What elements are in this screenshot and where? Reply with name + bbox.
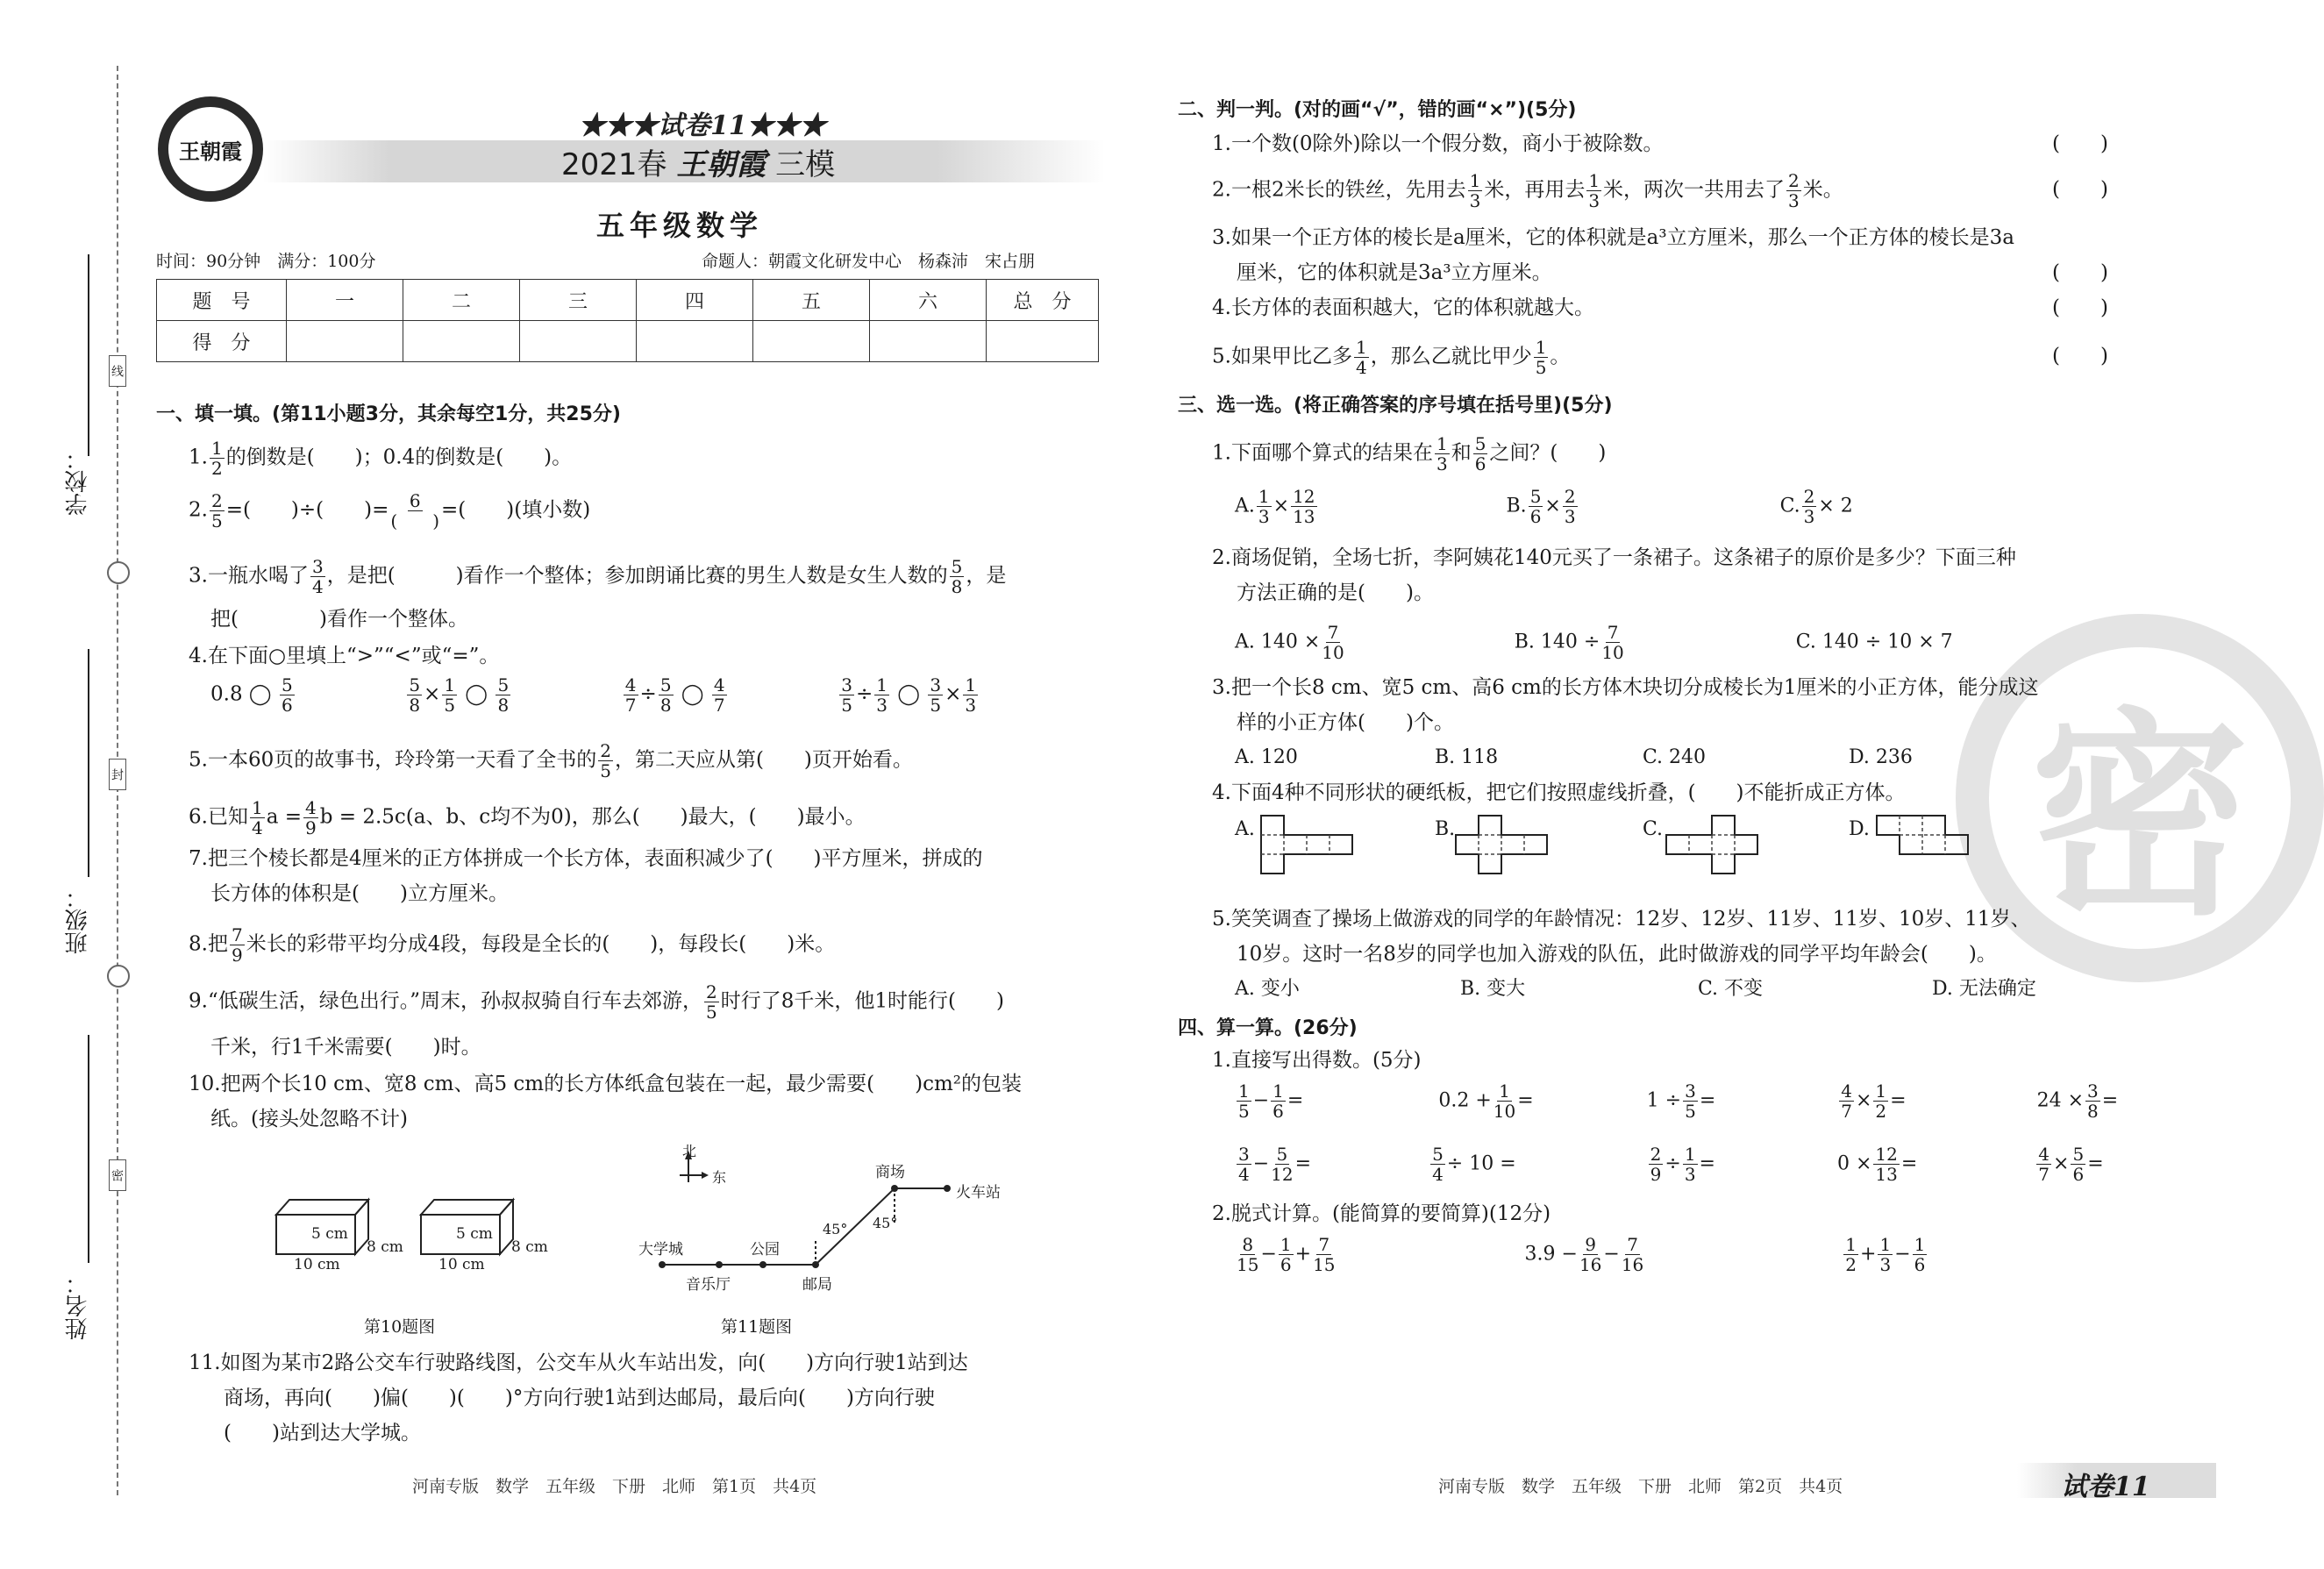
s2-answer-4[interactable]: ( )	[2052, 296, 2108, 319]
s3-q2: 2.商场促销，全场七折，李阿姨花140元买了一条裙子。这条裙子的原价是多少？下面三种	[1212, 546, 2016, 569]
s3-q2-options: A. 140 × $\frac{7}{10}$ B. 140 ÷ $\frac{7}{10}$ C. 140 ÷ 10 × 7	[1235, 622, 1953, 663]
s1-q9: 9.“低碳生活，绿色出行。”周末，孙叔叔骑自行车去郊游， $\frac{2}{5}$ 时行了8千米，他1时能行( )	[189, 981, 1004, 1023]
s3-q3-opt-b: B. 118	[1435, 746, 1499, 768]
section3-title: 三、选一选。(将正确答案的序号填在括号里)(5分)	[1178, 395, 1613, 417]
s1-q4-items: 0.8 ◯ $\frac{5}{6}$ $\frac{5}{8}$ × $\frac{1}{5}$ ◯ $\frac{5}{8}$ $\frac{4}{7}$ ÷ $\frac{5}{8}$ ◯ $\frac{4}{7}$ $\frac{3}{5}$ ÷ $\frac{1}{3}$ ◯ $\frac{3}{5}$ × $\frac{1}{3}$	[210, 674, 977, 716]
class-line	[88, 649, 89, 877]
net-a	[1261, 816, 1375, 875]
s3-q5-opt-b: B. 变大	[1460, 978, 1526, 1000]
section4-title: 四、算一算。(26分)	[1178, 1017, 1358, 1039]
fig10-l2: 10 cm	[438, 1256, 485, 1273]
s1-q11: 11.如图为某市2路公交车行驶路线图，公交车从火车站出发，向( )方向行驶1站到达	[189, 1351, 968, 1374]
exam-title: 2021春 王朝霞 三模	[561, 147, 836, 182]
fig10-w2: 8 cm	[511, 1238, 548, 1256]
fig10-h2: 5 cm	[456, 1225, 493, 1243]
s1-q11-cont2: ( )站到达大学城。	[224, 1422, 421, 1444]
score-table: 题 号 一 二 三 四 五 六 总 分 得 分	[156, 279, 1099, 362]
s3-q4-label-d: D.	[1849, 818, 1870, 840]
fig11-univ: 大学城	[638, 1241, 683, 1259]
exam-badge: ★★★试卷11★★★	[579, 111, 826, 141]
fig10-w1: 8 cm	[367, 1238, 403, 1256]
name-label: 姓名：	[65, 1272, 91, 1340]
s3-q3-opt-d: D. 236	[1849, 746, 1913, 768]
s3-q5-opt-c: C. 不变	[1698, 978, 1764, 1000]
s4-q1: 1.直接写出得数。(5分)	[1212, 1049, 1422, 1072]
s2-q3: 3.如果一个正方体的棱长是a厘米，它的体积就是a³立方厘米，那么一个正方体的棱长是3a	[1212, 226, 2014, 249]
fig10-l1: 10 cm	[294, 1256, 340, 1273]
fig11-angle2: 45°	[873, 1215, 898, 1231]
subject-title: 五年级数学	[596, 209, 764, 242]
calc-row-3: $\frac{8}{15}$ − $\frac{1}{6}$ + $\frac{7}{15}$ 3.9 − $\frac{9}{16}$ − $\frac{7}{16}$ $\frac{1}{2}$ + $\frac{1}{3}$ − $\frac{1}{6}$	[1237, 1234, 1926, 1275]
fig11-hall: 音乐厅	[686, 1276, 731, 1294]
s1-q11-cont: 商场，再向( )偏( )( )°方向行驶1站到达邮局，最后向( )方向行驶	[224, 1387, 935, 1409]
logo: 王朝霞	[158, 96, 263, 202]
s2-answer-2[interactable]: ( )	[2052, 178, 2108, 201]
section1-title: 一、填一填。(第11小题3分，其余每空1分，共25分)	[156, 403, 621, 425]
s1-q10-cont: 纸。(接头处忽略不计)	[210, 1108, 408, 1130]
s2-q1: 1.一个数(0除外)除以一个假分数，商小于被除数。	[1212, 132, 1664, 155]
fig11-north: 北	[682, 1143, 697, 1159]
s1-q6: 6.已知 $\frac{1}{4}$ a = $\frac{4}{9}$ b = 2.5c(a、b、c均不为0)，那么( )最大，( )最小。	[189, 797, 866, 838]
calc-row-1: $\frac{1}{5}$ − $\frac{1}{6}$ = 0.2 + $\frac{1}{10}$ = 1 ÷ $\frac{3}{5}$ = $\frac{4}{7}$ × $\frac{1}{2}$ = 24 × $\frac{3}{8}$ =	[1238, 1080, 2119, 1122]
binding-ornament	[107, 561, 130, 584]
s1-q8: 8.把 $\frac{7}{9}$ 米长的彩带平均分成4段，每段是全长的( )，每段长( )米。	[189, 924, 836, 966]
school-line	[88, 254, 89, 456]
s1-q3-cont: 把( )看作一个整体。	[210, 608, 468, 631]
s4-q2: 2.脱式计算。(能简算的要简算)(12分)	[1212, 1202, 1551, 1225]
s3-q5-cont: 10岁。这时一名8岁的同学也加入游戏的队伍，此时做游戏的同学平均年龄会( )。	[1237, 943, 1997, 966]
net-b	[1456, 816, 1570, 875]
s3-q3-opt-a: A. 120	[1235, 746, 1298, 768]
score-cell[interactable]	[287, 321, 403, 362]
s3-q1: 1.下面哪个算式的结果在 $\frac{1}{3}$ 和 $\frac{5}{6}$ 之间？( )	[1212, 433, 1607, 474]
s3-q3: 3.把一个长8 cm、宽5 cm、高6 cm的长方体木块切分成棱长为1厘米的小正方体，能分成这	[1212, 676, 2039, 699]
score-cell[interactable]	[987, 321, 1099, 362]
footer-tag: 试卷11	[2017, 1463, 2216, 1498]
fig11-caption: 第11题图	[721, 1317, 793, 1337]
seal-watermark: 密	[1956, 614, 2324, 982]
score-cell[interactable]	[520, 321, 637, 362]
s2-q4: 4.长方体的表面积越大，它的体积就越大。	[1212, 296, 1594, 319]
fig10-h1: 5 cm	[311, 1225, 348, 1243]
fig10-caption: 第10题图	[364, 1317, 436, 1337]
exam-time: 时间：90分钟 满分：100分	[156, 252, 376, 271]
s3-q4-label-b: B.	[1435, 818, 1456, 840]
s1-q9-cont: 千米，行1千米需要( )时。	[210, 1036, 481, 1059]
s1-q7: 7.把三个棱长都是4厘米的正方体拼成一个长方体，表面积减少了( )平方厘米，拼成的	[189, 847, 983, 870]
s1-q4: 4.在下面○里填上“>”“<”或“=”。	[189, 645, 500, 667]
s1-q1: 1. $\frac{1}{2}$ 的倒数是( )；0.4的倒数是( )。	[189, 438, 573, 479]
s3-q4: 4.下面4种不同形状的硬纸板，把它们按照虚线折叠，( )不能折成正方体。	[1212, 781, 1906, 804]
name-line	[88, 1035, 89, 1263]
s2-q2: 2.一根2米长的铁丝，先用去 $\frac{1}{3}$ 米，再用去 $\frac{1}{3}$ 米，两次一共用去了 $\frac{2}{3}$ 米。	[1212, 170, 1843, 211]
s3-q5-opt-d: D. 无法确定	[1932, 978, 2036, 1000]
fig11-post: 邮局	[802, 1276, 832, 1294]
score-cell[interactable]	[753, 321, 870, 362]
s2-answer-5[interactable]: ( )	[2052, 345, 2108, 367]
binding-ornament	[107, 965, 130, 988]
s2-q3-cont: 厘米，它的体积就是3a³立方厘米。	[1237, 261, 1552, 284]
s1-q7-cont: 长方体的体积是( )立方厘米。	[210, 882, 509, 905]
net-d	[1877, 816, 1991, 875]
fig11-park: 公园	[750, 1241, 780, 1259]
s3-q2-cont: 方法正确的是( )。	[1237, 581, 1434, 604]
fig11-angle1: 45°	[823, 1221, 848, 1237]
exam-author: 命题人：朝霞文化研发中心 杨森沛 宋占朋	[702, 252, 1036, 271]
s1-q2: 2. $\frac{2}{5}$ =( )÷( )= $\frac{6}{( )}$ =( )(填小数)	[189, 490, 591, 531]
score-cell[interactable]	[403, 321, 520, 362]
net-c	[1666, 816, 1780, 875]
binding-mark-seal: 封	[109, 759, 126, 790]
s3-q4-label-c: C.	[1643, 818, 1664, 840]
class-label: 班级：	[65, 886, 91, 954]
fig11-east: 东	[712, 1169, 727, 1186]
s2-answer-1[interactable]: ( )	[2052, 132, 2108, 155]
s1-q10: 10.把两个长10 cm、宽8 cm、高5 cm的长方体纸盒包装在一起，最少需要( )cm²的包装	[189, 1073, 1022, 1095]
s2-q5: 5.如果甲比乙多 $\frac{1}{4}$ ，那么乙就比甲少 $\frac{1}{5}$ 。	[1212, 337, 1571, 378]
score-cell[interactable]	[637, 321, 753, 362]
footer-left: 河南专版 数学 五年级 下册 北师 第1页 共4页	[412, 1477, 817, 1496]
figure-10-boxes	[263, 1184, 561, 1289]
calc-row-2: $\frac{3}{4}$ − $\frac{5}{12}$ = $\frac{5}{4}$ ÷ 10 = $\frac{2}{9}$ ÷ $\frac{1}{3}$ = 0 × $\frac{12}{13}$ = $\frac{4}{7}$ × $\frac{5}{6}$ =	[1238, 1144, 2104, 1185]
section2-title: 二、判一判。(对的画“√”，错的画“×”)(5分)	[1178, 99, 1577, 121]
s3-q4-label-a: A.	[1235, 818, 1255, 840]
s1-q5: 5.一本60页的故事书，玲玲第一天看了全书的 $\frac{2}{5}$ ，第二天应从第( )页开始看。	[189, 740, 913, 781]
score-cell[interactable]	[870, 321, 987, 362]
binding-mark-dense: 密	[109, 1159, 126, 1191]
s3-q1-options: A. $\frac{1}{3}$ × $\frac{12}{13}$ B. $\frac{5}{6}$ × $\frac{2}{3}$ C. $\frac{2}{3}$ × 2	[1235, 486, 1853, 527]
fig11-station: 火车站	[956, 1184, 1001, 1202]
footer-right: 河南专版 数学 五年级 下册 北师 第2页 共4页	[1438, 1477, 1843, 1496]
s2-answer-3[interactable]: ( )	[2052, 261, 2108, 284]
fig11-mall: 商场	[875, 1164, 905, 1181]
s3-q3-cont: 样的小正方体( )个。	[1237, 711, 1454, 734]
s3-q3-opt-c: C. 240	[1643, 746, 1707, 768]
binding-mark-line: 线	[109, 355, 126, 387]
s3-q5-opt-a: A. 变小	[1235, 978, 1300, 1000]
s1-q3: 3.一瓶水喝了 $\frac{3}{4}$ ，是把( )看作一个整体；参加朗诵比赛的男生人数是女生人数的 $\frac{5}{8}$ ，是	[189, 556, 1007, 597]
s3-q5: 5.笑笑调查了操场上做游戏的同学的年龄情况：12岁、12岁、11岁、11岁、10岁、11岁、	[1212, 908, 2031, 931]
school-label: 学校：	[65, 447, 91, 516]
